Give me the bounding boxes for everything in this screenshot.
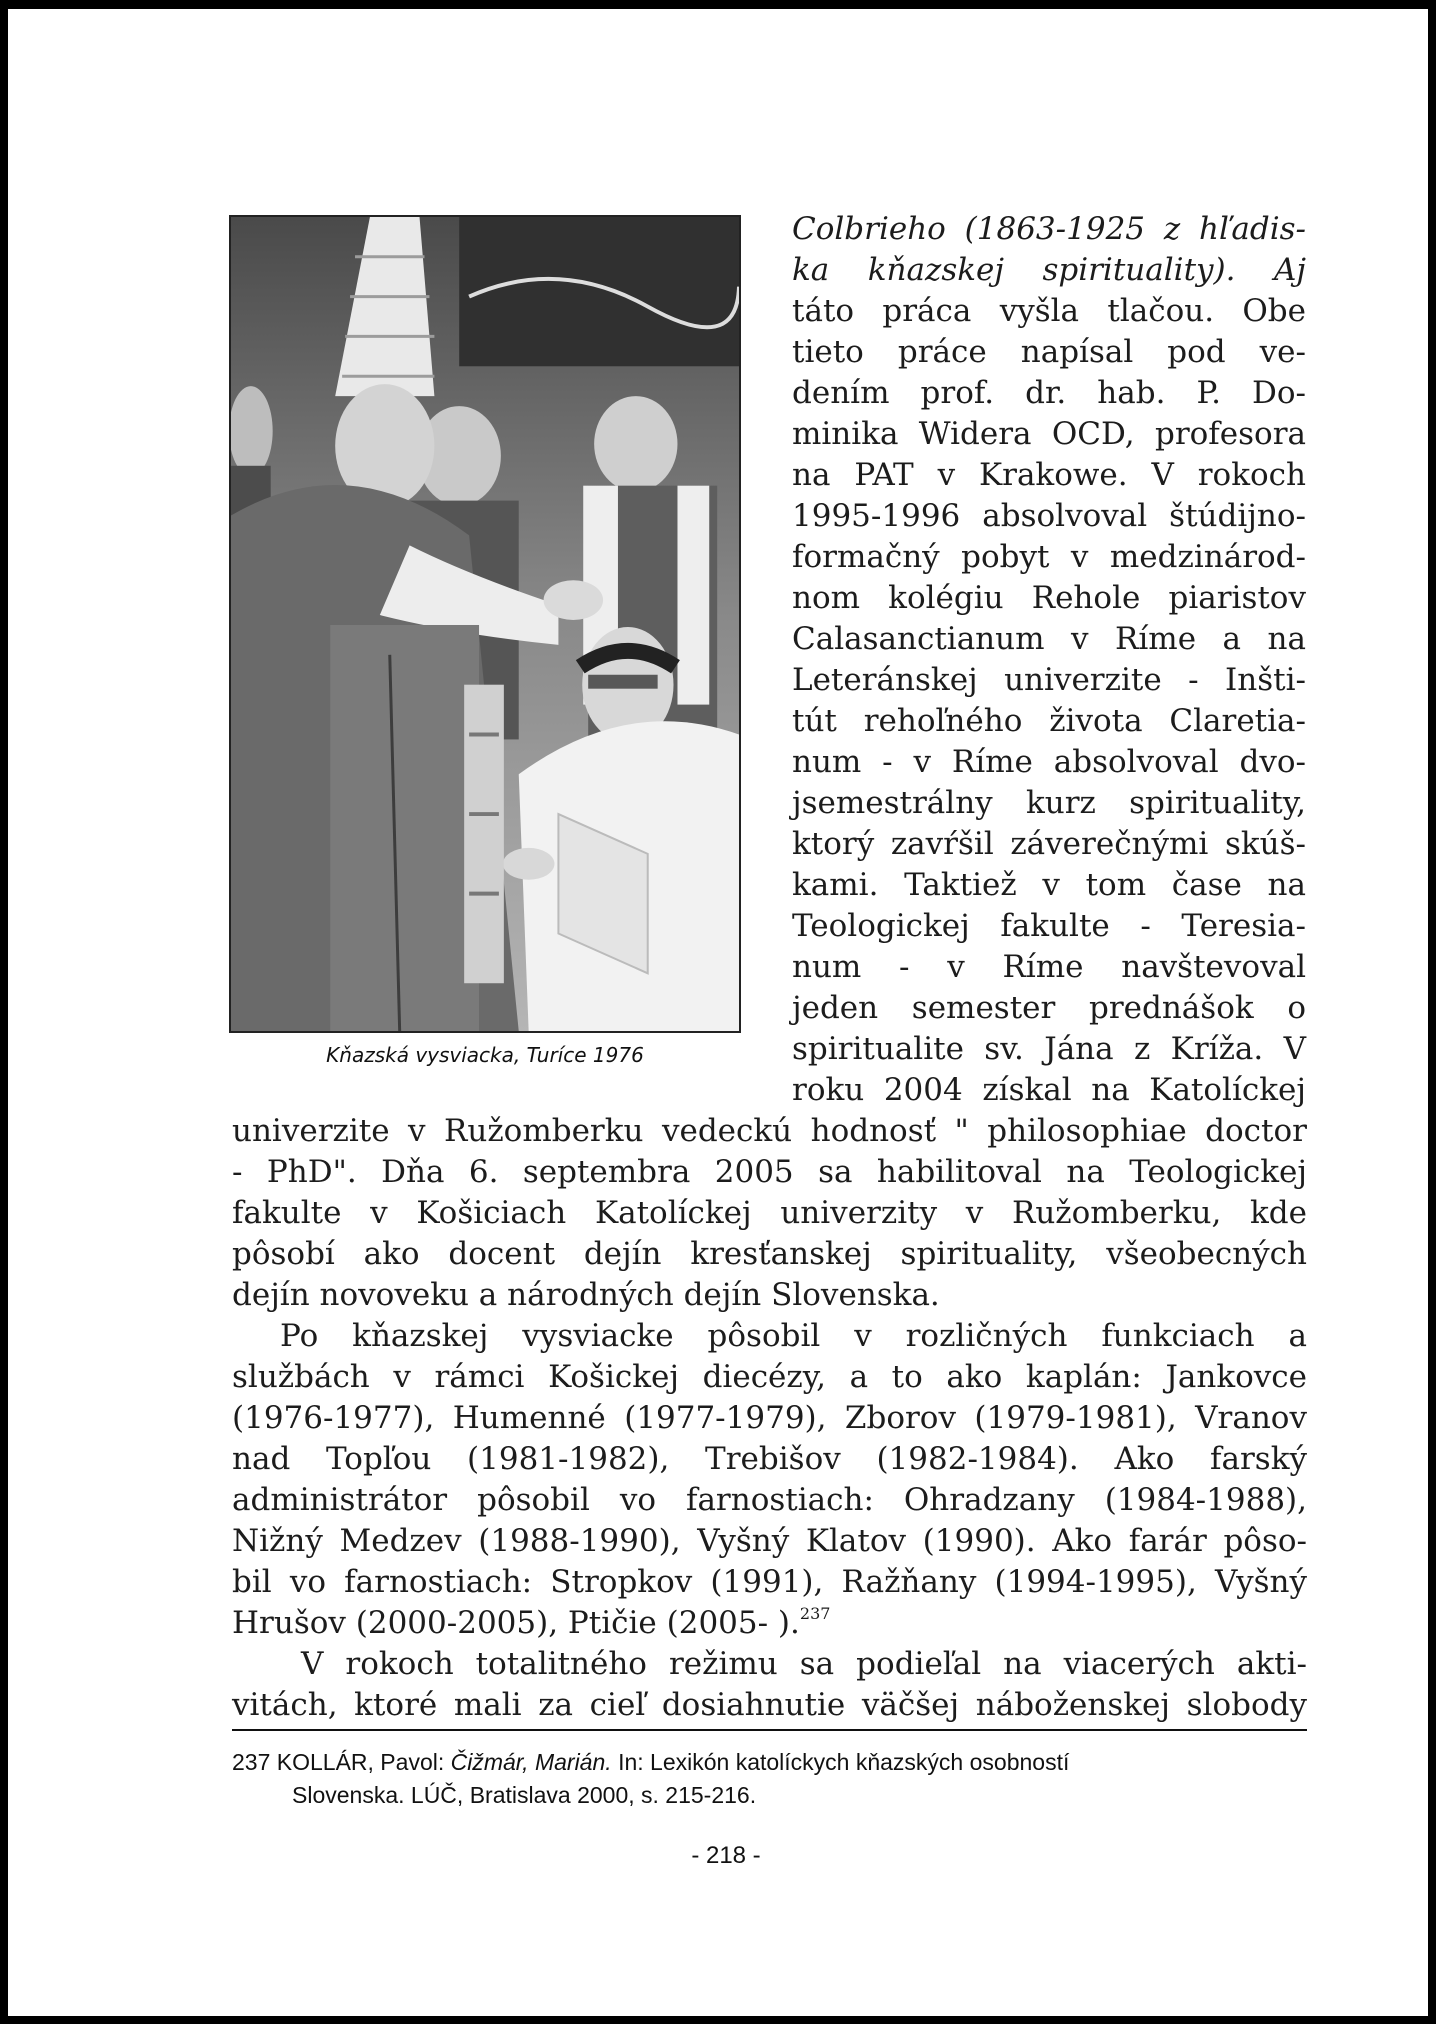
- footnote-separator: [232, 1729, 1307, 1731]
- text-line: Colbrieho (1863-1925 z hľadis-: [792, 211, 1306, 247]
- text-line: dejín novoveku a národných dejín Slovenska.: [232, 1277, 940, 1313]
- text-line: - PhD". Dňa 6. septembra 2005 sa habilitoval na Teologickej: [232, 1154, 1307, 1190]
- text-line-content: Hrušov (2000-2005), Ptičie (2005- ).: [232, 1605, 800, 1641]
- text-line: Nižný Medzev (1988-1990), Vyšný Klatov (1990). Ako farár pôso-: [232, 1523, 1307, 1559]
- text-line: minika Widera OCD, profesora: [792, 416, 1306, 452]
- text-line: službách v rámci Košickej diecézy, a to ako kaplán: Jankovce: [232, 1359, 1307, 1395]
- text-line: vitách, ktoré mali za cieľ dosiahnutie väčšej náboženskej slobody: [232, 1687, 1307, 1723]
- text-line: tieto práce napísal pod ve-: [792, 334, 1306, 370]
- text-line: num - v Ríme navštevoval: [792, 949, 1306, 985]
- text-line: Calasanctianum v Ríme a na: [792, 621, 1306, 657]
- footnote-source: In: Lexikón katolíckych kňazských osobností: [618, 1749, 1070, 1775]
- text-line: fakulte v Košiciach Katolíckej univerzity v Ružomberku, kde: [232, 1195, 1307, 1231]
- text-line: tút rehoľného života Claretia-: [792, 703, 1306, 739]
- text-line: 1995-1996 absolvoval štúdijno-: [792, 498, 1306, 534]
- footnote: [232, 1746, 1069, 1779]
- text-line: pôsobí ako docent dejín kresťanskej spirituality, všeobecných: [232, 1236, 1307, 1272]
- photo-caption: Kňazská vysviacka, Turíce 1976: [326, 1043, 644, 1067]
- text-line: (1976-1977), Humenné (1977-1979), Zborov (1979-1981), Vranov: [232, 1400, 1307, 1436]
- text-line: roku 2004 získal na Katolíckej: [792, 1072, 1306, 1108]
- footnote-continuation: Slovenska. LÚČ, Bratislava 2000, s. 215-216.: [292, 1782, 757, 1808]
- footnote-reference: 237: [799, 1604, 831, 1623]
- ordination-photo-image: [231, 217, 739, 1031]
- text-line: [232, 1603, 1307, 1644]
- text-line: univerzite v Ružomberku vedeckú hodnosť " philosophiae doctor: [232, 1113, 1307, 1149]
- footnote-number: 237: [232, 1749, 271, 1775]
- text-line: nom kolégiu Rehole piaristov: [792, 580, 1306, 616]
- text-line: ka kňazskej spirituality). Aj: [792, 252, 1306, 288]
- text-line: dením prof. dr. hab. P. Do-: [792, 375, 1306, 411]
- footnote-title: Čižmár, Marián.: [450, 1749, 612, 1775]
- text-line: ktorý zavŕšil záverečnými skúš-: [792, 826, 1306, 862]
- text-line: jeden semester prednášok o: [792, 990, 1306, 1026]
- footnote-author: KOLLÁR, Pavol:: [276, 1749, 445, 1775]
- text-line: na PAT v Krakowe. V rokoch: [792, 457, 1306, 493]
- page-number: - 218 -: [691, 1842, 761, 1869]
- text-line: V rokoch totalitného režimu sa podieľal na viacerých akti-: [301, 1646, 1307, 1682]
- text-line: Po kňazskej vysviacke pôsobil v rozličných funkciach a: [280, 1318, 1307, 1354]
- text-line: bil vo farnostiach: Stropkov (1991), Ražňany (1994-1995), Vyšný: [232, 1564, 1307, 1600]
- text-line: administrátor pôsobil vo farnostiach: Ohradzany (1984-1988),: [232, 1482, 1307, 1518]
- text-line: Leteránskej univerzite - Inšti-: [792, 662, 1306, 698]
- text-line: jsemestrálny kurz spirituality,: [792, 785, 1306, 821]
- text-line: formačný pobyt v medzinárod-: [792, 539, 1306, 575]
- text-line: spiritualite sv. Jána z Kríža. V: [792, 1031, 1306, 1067]
- text-line: num - v Ríme absolvoval dvo-: [792, 744, 1306, 780]
- text-line: kami. Taktiež v tom čase na: [792, 867, 1306, 903]
- text-line: táto práca vyšla tlačou. Obe: [792, 293, 1306, 329]
- text-line: nad Topľou (1981-1982), Trebišov (1982-1984). Ako farský: [232, 1441, 1307, 1477]
- text-line: Teologickej fakulte - Teresia-: [792, 908, 1306, 944]
- ordination-photo: [229, 215, 741, 1033]
